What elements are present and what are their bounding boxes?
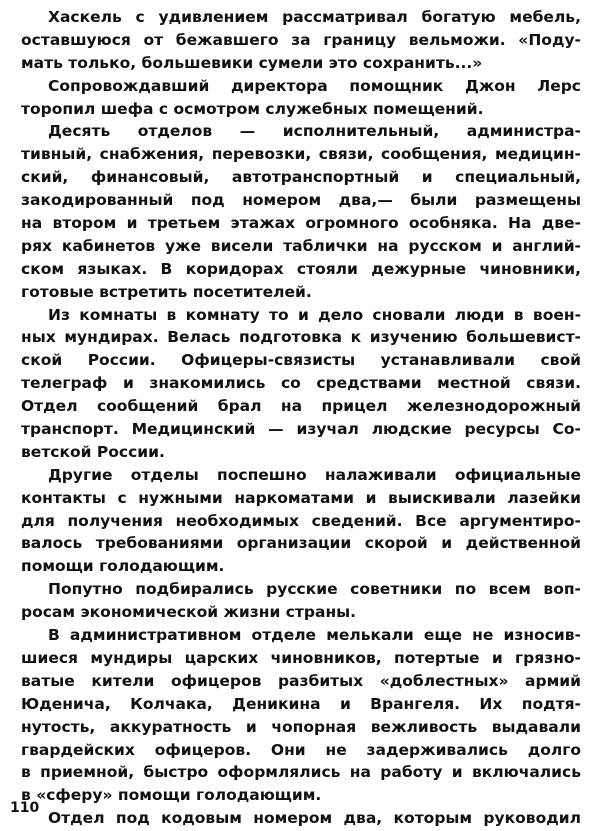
text-line: ском языках. В коридорах стояли дежурные чиновники, bbox=[21, 259, 581, 278]
text-line: закодированный под номером два,— были размещены bbox=[21, 191, 581, 210]
text-line: в «сферу» помощи голодающим. bbox=[21, 786, 322, 805]
text-line: В административном отделе мелькали еще не износив- bbox=[48, 626, 581, 645]
text-line: Сопровождавший директора помощник Джон Лерс bbox=[48, 76, 581, 95]
text-line: торопил шефа с осмотром служебных помещений. bbox=[21, 99, 484, 118]
text-line: валось требованиями организации скорой и действенной bbox=[21, 534, 581, 553]
text-line: для получения необходимых сведений. Все аргументиро- bbox=[21, 511, 581, 530]
page-number: 110 bbox=[10, 800, 40, 816]
text-line: ской России. Офицеры-связисты устанавливали свой bbox=[21, 351, 581, 370]
text-line: помощи голодающим. bbox=[21, 557, 225, 576]
text-line: Попутно подбирались русские советники по всем воп- bbox=[48, 580, 581, 599]
text-line: ветской России. bbox=[21, 442, 165, 461]
text-line: Из комнаты в комнату то и дело сновали люди в воен- bbox=[48, 305, 581, 324]
text-line: росам экономической жизни страны. bbox=[21, 603, 357, 622]
text-line: Другие отделы поспешно налаживали официальные bbox=[48, 465, 581, 484]
text-line: рях кабинетов уже висели таблички на русском и англий- bbox=[21, 236, 581, 255]
text-line: ватые кители офицеров разбитых «доблестных» армий bbox=[21, 671, 581, 690]
text-line: Хаскель с удивлением рассматривал богатую мебель, bbox=[48, 8, 581, 26]
text-line: тивный, снабжения, перевозки, связи, сообщения, медицин- bbox=[21, 145, 581, 164]
text-line: контакты с нужными наркоматами и выискивали лазейки bbox=[21, 488, 581, 507]
text-line: мать только, большевики сумели это сохранить...» bbox=[21, 53, 483, 72]
text-line: Юденича, Колчака, Деникина и Врангеля. Их подтя- bbox=[21, 694, 581, 713]
text-line: Десять отделов — исполнительный, администра- bbox=[48, 122, 581, 141]
text-line: ных мундирах. Велась подготовка к изучению большевист- bbox=[21, 328, 581, 347]
text-line: Отдел под кодовым номером два, которым руководил bbox=[48, 809, 581, 828]
body-text bbox=[21, 6, 581, 830]
text-line: на втором и третьем этажах огромного особняка. На две- bbox=[21, 214, 581, 233]
text-line: транспорт. Медицинский — изучал людские ресурсы Со- bbox=[21, 420, 581, 439]
text-line: готовые встретить посетителей. bbox=[21, 282, 312, 301]
text-line: телеграф и знакомились со средствами местной связи. bbox=[21, 374, 581, 393]
text-line: нутость, аккуратность и чопорная вежливость выдавали bbox=[21, 717, 581, 736]
text-line: шиеся мундиры царских чиновников, потертые и грязно- bbox=[21, 648, 581, 667]
text-line: оставшуюся от бежавшего за границу вельможи. «Поду- bbox=[21, 30, 581, 49]
text-line: в приемной, быстро оформлялись на работу и включались bbox=[21, 763, 581, 782]
text-line: ский, финансовый, автотранспортный и специальный, bbox=[21, 168, 581, 187]
text-line: гвардейских офицеров. Они не задерживались долго bbox=[21, 740, 581, 759]
text-line: Отдел сообщений брал на прицел железнодорожный bbox=[21, 397, 581, 416]
